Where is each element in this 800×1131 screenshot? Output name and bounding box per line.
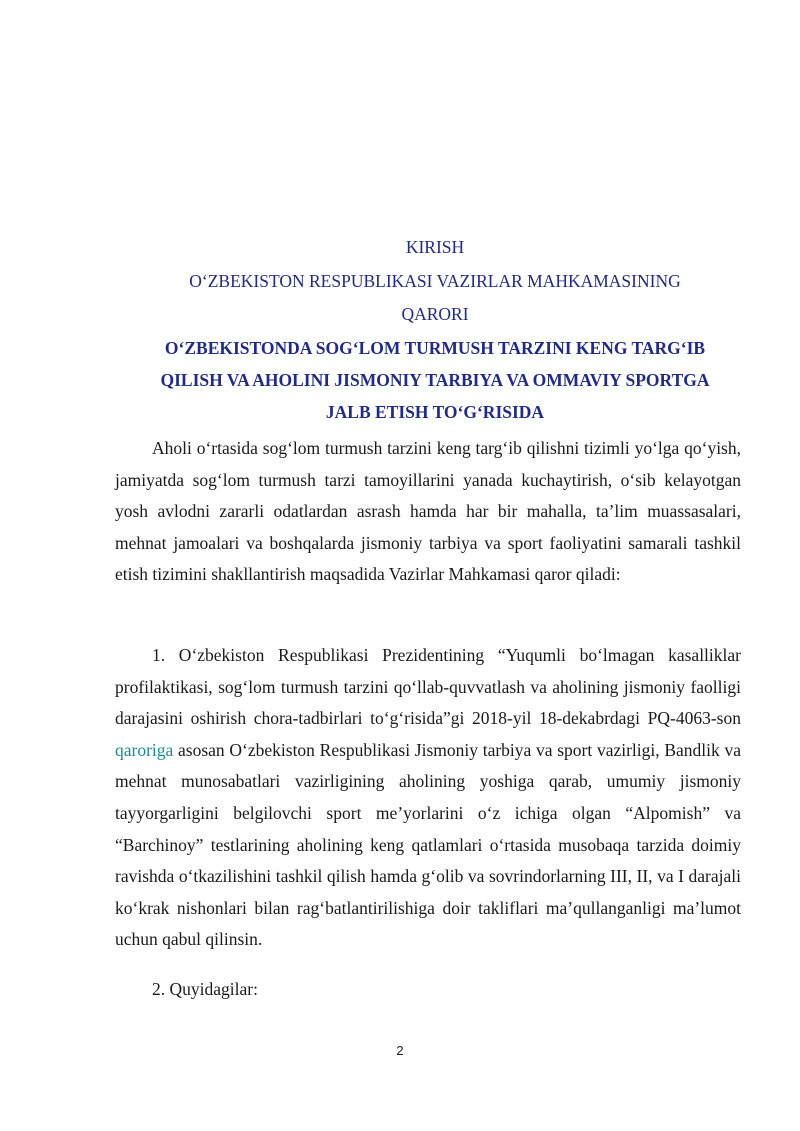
section-heading: KIRISH <box>405 237 465 257</box>
item-2-paragraph: 2. Quyidagilar: <box>152 979 258 999</box>
item-1-text-end: asosan O‘zbekiston Respublikasi Jismoniy tarbiya va sport vazirligi, Bandlik va mehnat munosabatlari vazirligining aholining yoshiga qarab, umumiy jismoniy tayyorgarligini belgilovchi sport me’yorlarini o‘z ichiga olgan “Alpomish” va “Barchinoy” testlarining aholining keng qatlamlari o‘rtasida musobaqa tarzida doimiy ravishda o‘tkazilishini tashkil qilish hamda g‘olib va sovrindorlarning III, II, va I darajali ko‘krak nishonlari bilan rag‘batlantirilishiga doir takliflari ma’qullanganligi ma’lumot uchun qabul qilinsin. <box>115 739 741 950</box>
item-1-paragraph <box>115 640 741 956</box>
issuer-line-1: O‘ZBEKISTON RESPUBLIKASI VAZIRLAR MAHKAMASINING <box>189 271 681 291</box>
title-line-2: QILISH VA AHOLINI JISMONIY TARBIYA VA OMMAVIY SPORTGA <box>160 370 710 390</box>
decree-link[interactable]: qaroriga <box>115 739 174 760</box>
title-line-3: JALB ETISH TO‘G‘RISIDA <box>325 402 545 422</box>
title-line-1: O‘ZBEKISTONDA SOG‘LOM TURMUSH TARZINI KENG TARG‘IB <box>164 338 706 358</box>
item-1-text-start: 1. O‘zbekiston Respublikasi Prezidentining “Yuqumli bo‘lmagan kasalliklar profilaktikasi, sog‘lom turmush tarzini qo‘llab-quvvatlash va aholining jismoniy faolligi darajasini oshirish chora-tadbirlari to‘g‘risida”gi 2018-yil 18-dekabrdagi PQ-4063-son <box>115 645 741 729</box>
preamble-paragraph: Aholi o‘rtasida sog‘lom turmush tarzini keng targ‘ib qilishni tizimli yo‘lga qo‘yish, jamiyatda sog‘lom turmush tarzi tamoyillarini yanada kuchaytirish, o‘sib kelayotgan yosh avlodni zararli odatlardan asrash hamda har bir mahalla, ta’lim muassasalari, mehnat jamoalari va boshqalarda jismoniy tarbiya va sport faoliyatini samarali tashkil etish tizimini shakllantirish maqsadida Vazirlar Mahkamasi qaror qiladi: <box>115 438 741 585</box>
page-number: 2 <box>396 1043 404 1058</box>
issuer-line-2: QARORI <box>401 304 469 324</box>
